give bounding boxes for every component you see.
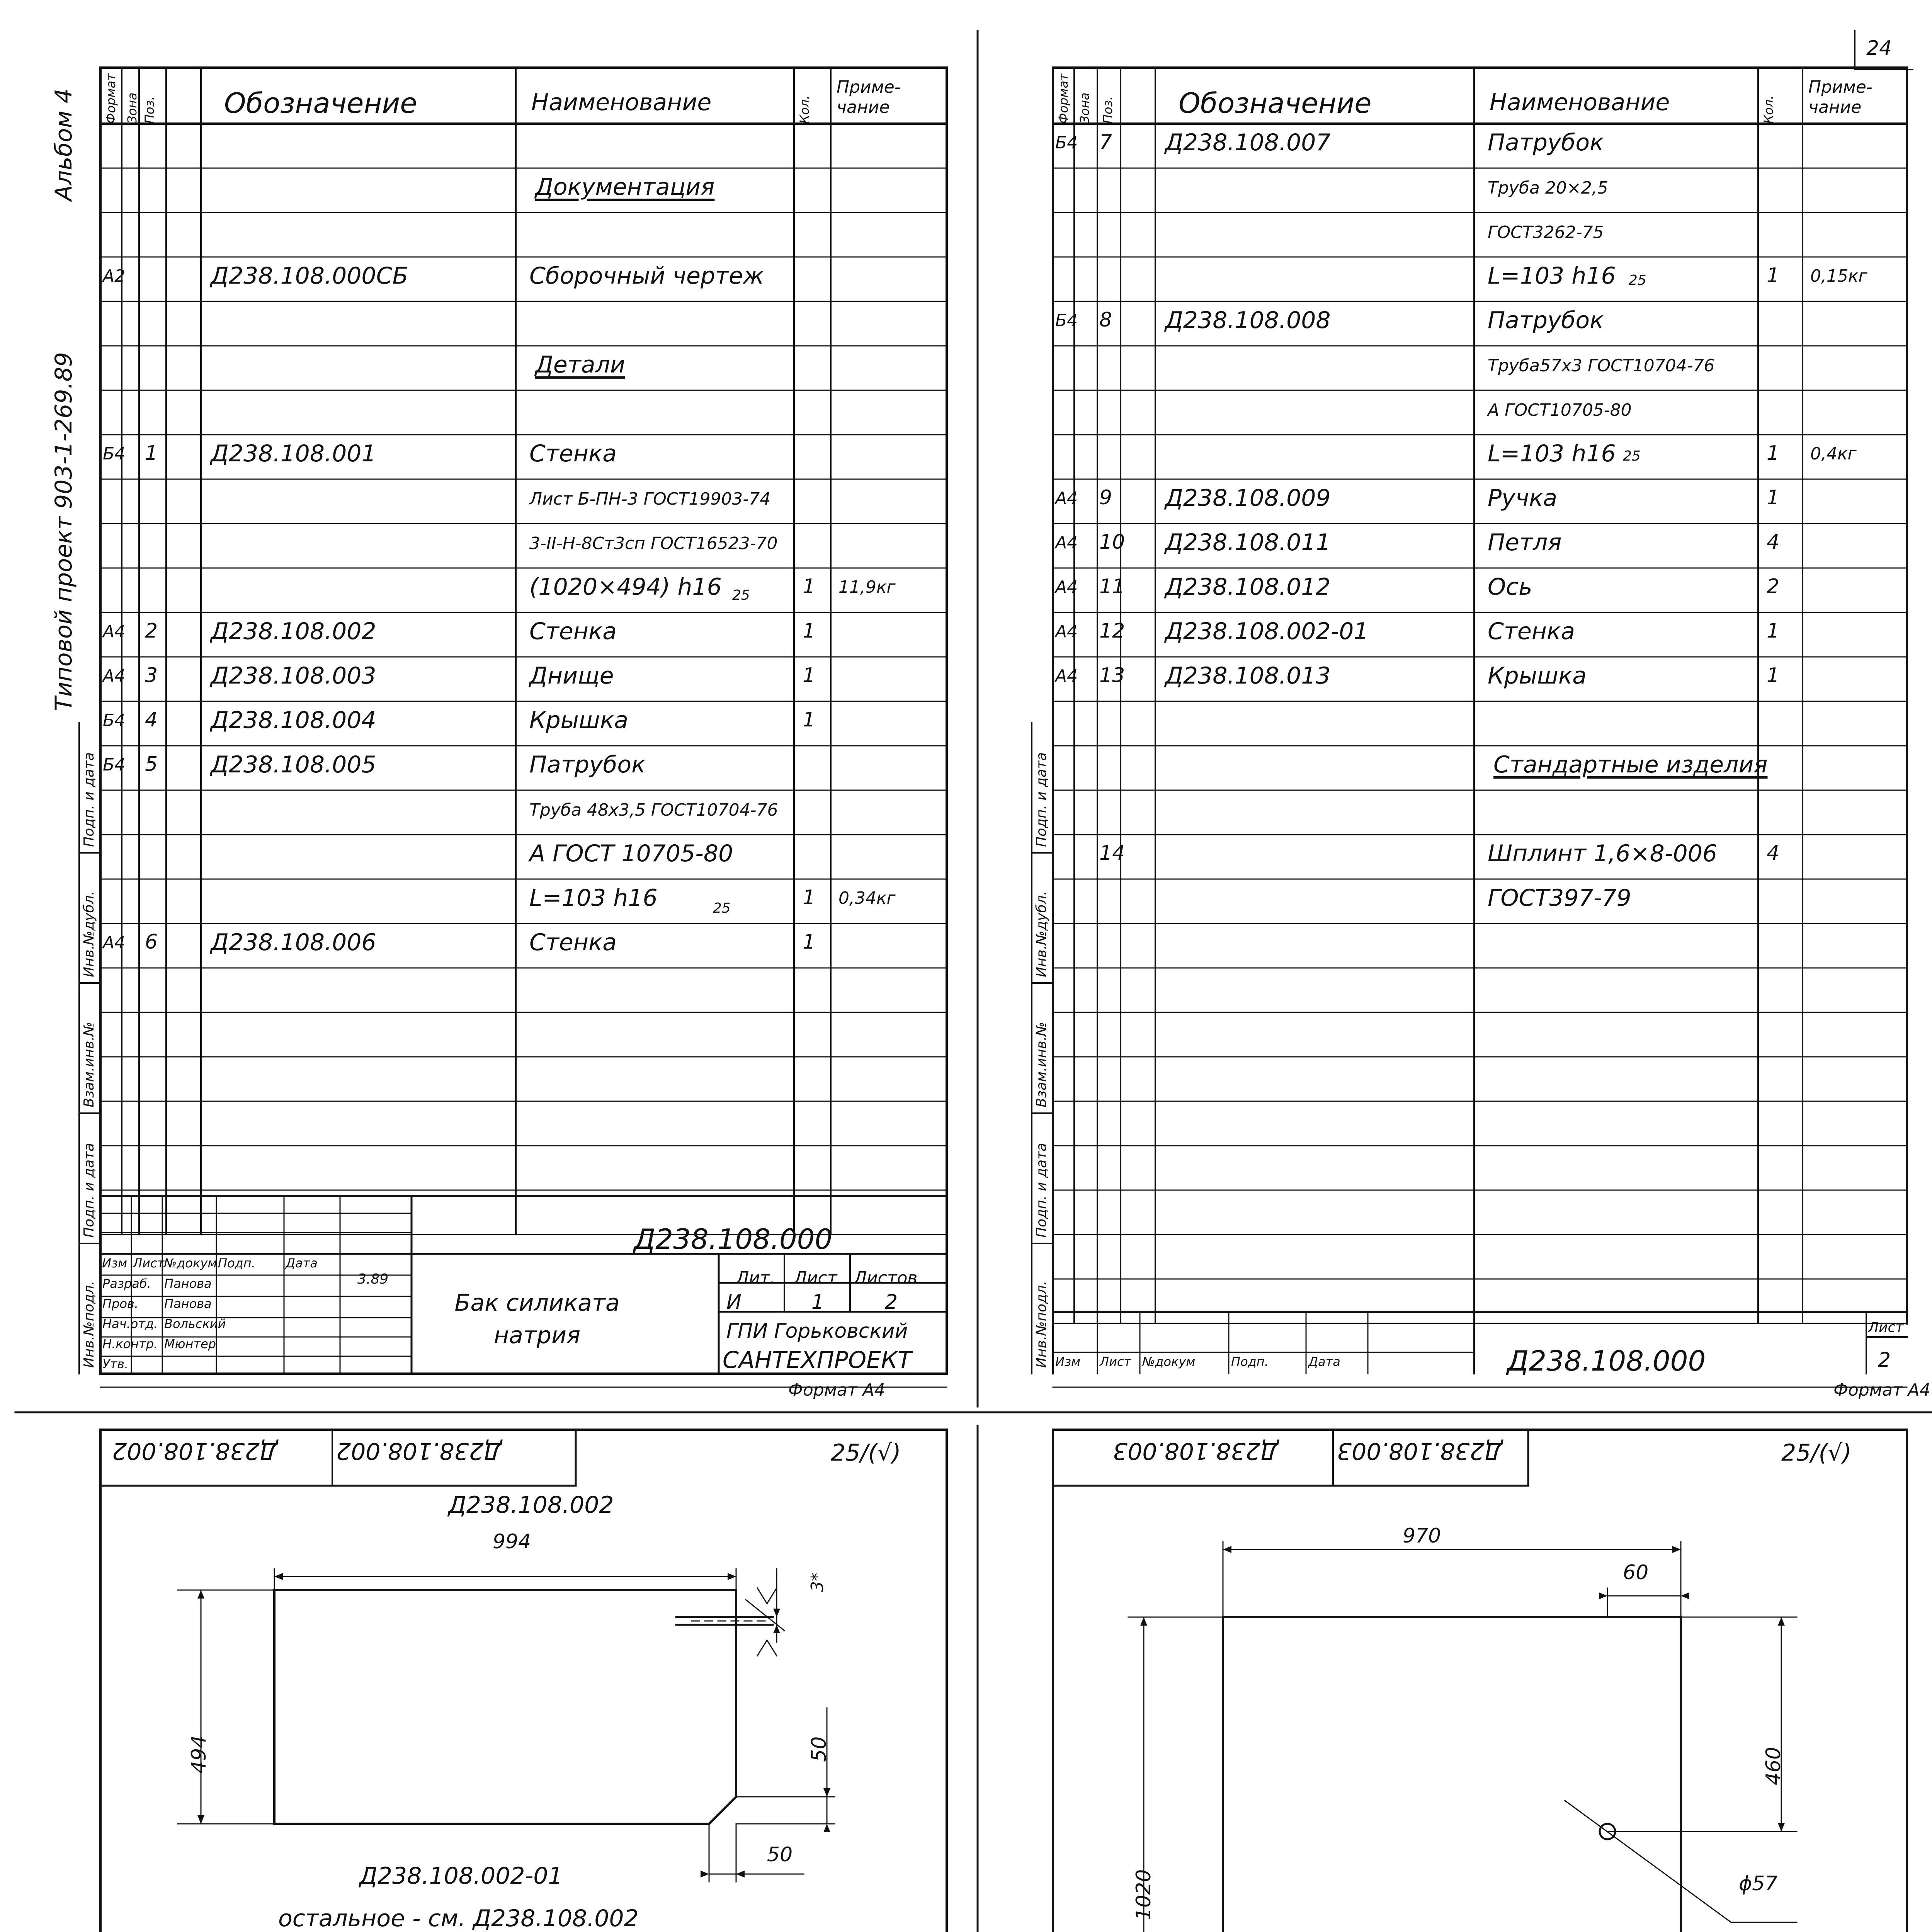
dimension-arrow: [197, 1815, 204, 1824]
tb-role: Нач.отд.: [102, 1316, 158, 1331]
tb-name: Мюнтер: [164, 1337, 216, 1351]
spec-cell-qty: 1: [803, 930, 816, 954]
sheet-frame-br: [1053, 1430, 1907, 1932]
spec-header-zone: Зона: [125, 92, 139, 124]
spec-cell-designation: Д238.108.002-01: [1165, 618, 1369, 645]
spec-cell-qty: 1: [1767, 486, 1780, 509]
spec-cell-format: А4: [103, 933, 126, 952]
tb-col-header: Подп.: [1231, 1354, 1269, 1369]
spec-cell-name: (1020×494) h16: [529, 573, 722, 600]
spec-cell-designation: Д238.108.007: [1165, 129, 1331, 156]
dimension-arrow: [1140, 1617, 1147, 1626]
side-label: Подп. и дата: [1034, 752, 1049, 847]
spec-cell-qty: 2: [1767, 575, 1780, 598]
dimension-arrow: [1778, 1617, 1785, 1626]
spec-cell-designation: Д238.108.009: [1165, 485, 1331, 512]
spec-cell-format: Б4: [1055, 133, 1078, 153]
spec-cell-pos: 6: [145, 930, 158, 954]
spec-cell-format: А4: [103, 622, 126, 641]
spec-header-pos: Поз.: [1100, 96, 1115, 124]
spec-header-name: Наименование: [531, 89, 712, 116]
side-label: Взам.инв.№: [81, 1022, 97, 1107]
dim-chamfer-v: 50: [808, 1736, 831, 1762]
variant-label: Д238.108.002-01: [359, 1862, 563, 1889]
tb-role: Утв.: [102, 1357, 129, 1371]
spec-cell-format: А2: [103, 266, 126, 286]
spec-cell-name: Патрубок: [529, 751, 646, 778]
spec-cell-name: Крышка: [529, 707, 628, 734]
dimension-arrow: [728, 1573, 736, 1580]
tb-role: Разраб.: [102, 1276, 151, 1291]
spec-cell-qty: 1: [803, 619, 816, 643]
spec-cell-qty: 4: [1767, 842, 1780, 865]
spec-cell-pos: 3: [145, 664, 158, 687]
dimension-arrow: [197, 1590, 204, 1599]
dimension-arrow: [274, 1573, 283, 1580]
tb-col-header: Дата: [1308, 1354, 1340, 1369]
spec-cell-qty: 1: [803, 708, 816, 731]
spec-header-note: Приме-чание: [837, 77, 901, 117]
spec-cell-designation: Д238.108.005: [211, 751, 376, 778]
spec-cell-name: Труба57х3 ГОСТ10704-76: [1488, 356, 1715, 376]
side-label: Подп. и дата: [1034, 1143, 1049, 1238]
spec-cell-pos: 8: [1099, 308, 1112, 332]
spec-cell-name: Патрубок: [1488, 129, 1604, 156]
spec-cell-name: Труба 48х3,5 ГОСТ10704-76: [529, 800, 778, 820]
dimension-arrow: [773, 1609, 780, 1617]
album-label: Альбом 4: [50, 88, 77, 201]
side-label: Подп. и дата: [81, 1143, 97, 1238]
spec-cell-designation: Д238.108.008: [1165, 307, 1331, 334]
tb-format: Формат А4: [788, 1380, 885, 1400]
spec-cell-name: А ГОСТ10705-80: [1488, 400, 1632, 420]
spec-header-pos: Поз.: [142, 96, 157, 124]
tb-sheets: 2: [885, 1291, 898, 1314]
spec-cell-designation: Д238.108.006: [211, 929, 376, 956]
spec-cell-name: Труба 20×2,5: [1488, 178, 1608, 198]
tb-org2: САНТЕХПРОЕКТ: [723, 1347, 912, 1374]
spec-header-zone: Зона: [1077, 92, 1092, 124]
tb-sheet-hdr: Лист: [1868, 1320, 1904, 1335]
tb-name: Панова: [164, 1276, 212, 1291]
spec-cell-pos: 2: [145, 619, 158, 643]
stamp-code-right: Д238.108.002: [336, 1437, 502, 1464]
dimension-arrow: [823, 1788, 830, 1797]
spec-cell-pos: 11: [1099, 575, 1125, 598]
tb-col-header: Лист: [133, 1256, 165, 1270]
dim-60: 60: [1623, 1561, 1649, 1584]
dimension-arrow: [1681, 1592, 1689, 1599]
roughness-mark: 25/(√): [1781, 1439, 1852, 1466]
tb-format: Формат А4: [1833, 1380, 1930, 1400]
spec-header-qty: Кол.: [797, 95, 812, 124]
spec-cell-format: А4: [1055, 488, 1078, 508]
part-outline-003: [1223, 1617, 1681, 1932]
dim-970: 970: [1403, 1524, 1441, 1548]
spec-cell-qty: 4: [1767, 531, 1780, 554]
spec-section-title: Детали: [535, 351, 625, 378]
side-label: Инв.№дубл.: [1034, 891, 1049, 977]
spec-cell-qty: 1: [803, 575, 816, 598]
tb-sheets-hdr: Листов: [854, 1268, 918, 1288]
tb-lit: И: [726, 1291, 742, 1314]
spec-cell-name: Ручка: [1488, 485, 1558, 512]
tb-sheet-hdr: Лист: [794, 1268, 837, 1288]
spec-cell-designation: Д238.108.001: [211, 440, 376, 467]
spec-cell-pos: 14: [1099, 842, 1125, 865]
spec-cell-pos: 13: [1099, 664, 1125, 687]
spec-cell-name: L=103 h16: [1488, 262, 1616, 289]
dimension-arrow: [1672, 1546, 1681, 1553]
spec-cell-qty: 1: [1767, 442, 1780, 465]
dim-1020: 1020: [1132, 1869, 1155, 1920]
tb-lit-hdr: Лит.: [736, 1268, 776, 1288]
spec-cell-format: А4: [1055, 622, 1078, 641]
spec-header-note: Приме-чание: [1808, 77, 1872, 117]
spec-header-designation: Обозначение: [1179, 87, 1372, 119]
roughness-small: 25: [1629, 272, 1646, 288]
weld-mark: [757, 1640, 777, 1656]
roughness-small: 25: [1623, 448, 1641, 464]
leader-hole: [1565, 1801, 1731, 1922]
spec-cell-name: 3-II-Н-8Ст3сп ГОСТ16523-70: [529, 534, 778, 553]
side-label: Инв.№подл.: [1034, 1281, 1049, 1368]
spec-cell-name: ГОСТ397-79: [1488, 884, 1631, 912]
spec-cell-pos: 1: [145, 442, 158, 465]
dim-width: 994: [493, 1530, 531, 1553]
spec-header-designation: Обозначение: [224, 87, 417, 119]
spec-cell-name: Стенка: [529, 440, 617, 467]
dimension-arrow: [1599, 1592, 1607, 1599]
tb-title: Бак силиката натрия: [454, 1289, 620, 1349]
stamp-code-right: Д238.108.003: [1337, 1437, 1503, 1464]
tb-org1: ГПИ Горьковский: [726, 1320, 908, 1343]
tb-sheet: 2: [1878, 1349, 1891, 1372]
spec-cell-format: Б4: [103, 711, 126, 730]
dimension-arrow: [1778, 1823, 1785, 1832]
spec-cell-format: А4: [1055, 577, 1078, 597]
spec-cell-pos: 5: [145, 753, 158, 776]
spec-cell-note: 0,34кг: [838, 888, 896, 908]
spec-section-title: Стандартные изделия: [1493, 751, 1768, 778]
spec-header-name: Наименование: [1490, 89, 1670, 116]
spec-cell-format: А4: [103, 666, 126, 686]
spec-cell-name: Стенка: [529, 929, 617, 956]
spec-header-qty: Кол.: [1761, 95, 1776, 124]
variant-note: остальное - см. Д238.108.002: [278, 1905, 639, 1932]
spec-cell-pos: 4: [145, 708, 158, 731]
spec-cell-name: Стенка: [1488, 618, 1575, 645]
spec-cell-qty: 1: [803, 664, 816, 687]
spec-cell-format: Б4: [103, 444, 126, 464]
spec-cell-qty: 1: [803, 886, 816, 909]
spec-cell-name: Стенка: [529, 618, 617, 645]
spec-cell-name: L=103 h16: [1488, 440, 1616, 467]
weld-mark: [757, 1588, 777, 1604]
spec-cell-designation: Д238.108.004: [211, 707, 376, 734]
tb-name: Вольский: [164, 1316, 226, 1331]
spec-cell-format: Б4: [103, 755, 126, 775]
spec-cell-name: Крышка: [1488, 662, 1587, 689]
dim-460: 460: [1762, 1747, 1785, 1785]
side-label: Взам.инв.№: [1034, 1022, 1049, 1107]
side-label: Подп. и дата: [81, 752, 97, 847]
spec-cell-designation: Д238.108.000СБ: [211, 262, 408, 289]
spec-section-title: Документация: [535, 173, 715, 201]
spec-cell-pos: 7: [1099, 131, 1112, 154]
spec-cell-note: 0,15кг: [1810, 266, 1867, 286]
side-label: Инв.№подл.: [81, 1281, 97, 1368]
page-number: 24: [1866, 37, 1892, 60]
tb-col-header: №докум: [1142, 1354, 1196, 1369]
spec-cell-name: А ГОСТ 10705-80: [529, 840, 733, 867]
tb-code: Д238.108.000: [634, 1223, 833, 1255]
spec-cell-pos: 9: [1099, 486, 1112, 509]
tb-col-header: Дата: [286, 1256, 318, 1270]
leader: [746, 1600, 784, 1631]
dimension-arrow: [701, 1871, 709, 1878]
spec-cell-name: Сборочный чертеж: [529, 262, 764, 289]
spec-cell-note: 11,9кг: [838, 577, 896, 597]
dimension-arrow: [823, 1824, 830, 1832]
spec-cell-name: Шплинт 1,6×8-006: [1488, 840, 1718, 867]
spec-cell-name: ГОСТ3262-75: [1488, 223, 1604, 242]
spec-cell-name: Петля: [1488, 529, 1562, 556]
spec-cell-pos: 12: [1099, 619, 1125, 643]
roughness-small: 25: [713, 900, 731, 916]
spec-cell-name: Лист Б-ПН-3 ГОСТ19903-74: [529, 489, 771, 509]
spec-cell-name: Днище: [529, 662, 614, 689]
part-outline-002: [274, 1590, 736, 1824]
tb-col-header: №докум.: [164, 1256, 221, 1270]
tb-date: 3.89: [357, 1271, 389, 1287]
side-label: Инв.№дубл.: [81, 891, 97, 977]
dim-hole: ϕ57: [1739, 1872, 1778, 1895]
spec-cell-qty: 1: [1767, 264, 1780, 287]
part-label: Д238.108.002: [448, 1492, 614, 1519]
project-label: Типовой проект 903-1-269.89: [50, 352, 77, 711]
spec-cell-designation: Д238.108.002: [211, 618, 376, 645]
tb-col-header: Лист: [1100, 1354, 1131, 1369]
spec-cell-format: А4: [1055, 533, 1078, 553]
tb-name: Панова: [164, 1296, 212, 1311]
spec-header-format: Формат: [1056, 73, 1071, 124]
spec-header-format: Формат: [104, 73, 118, 124]
dim-3: 3*: [808, 1573, 827, 1592]
dimension-arrow: [736, 1871, 745, 1878]
tb-sheet: 1: [811, 1291, 825, 1314]
spec-cell-note: 0,4кг: [1810, 444, 1857, 464]
stamp-code: Д238.108.002: [112, 1437, 278, 1464]
roughness-mark: 25/(√): [831, 1439, 901, 1466]
roughness-small: 25: [732, 587, 750, 603]
spec-cell-designation: Д238.108.011: [1165, 529, 1331, 556]
tb-col-header: Изм: [102, 1256, 128, 1270]
spec-cell-designation: Д238.108.013: [1165, 662, 1331, 689]
spec-cell-format: Б4: [1055, 311, 1078, 330]
spec-cell-format: А4: [1055, 666, 1078, 686]
spec-cell-designation: Д238.108.003: [211, 662, 376, 689]
dim-chamfer-h: 50: [767, 1843, 793, 1866]
stamp-code: Д238.108.003: [1113, 1437, 1279, 1464]
spec-cell-name: Ось: [1488, 573, 1532, 600]
spec-cell-designation: Д238.108.012: [1165, 573, 1331, 600]
tb-code: Д238.108.000: [1507, 1345, 1706, 1377]
tb-role: Пров.: [102, 1296, 138, 1311]
tb-col-header: Подп.: [218, 1256, 255, 1270]
spec-cell-name: L=103 h16: [529, 884, 658, 912]
spec-cell-qty: 1: [1767, 664, 1780, 687]
spec-cell-pos: 10: [1099, 531, 1125, 554]
dim-height: 494: [187, 1735, 211, 1774]
spec-cell-name: Патрубок: [1488, 307, 1604, 334]
tb-role: Н.контр.: [102, 1337, 158, 1351]
spec-cell-qty: 1: [1767, 619, 1780, 643]
dimension-arrow: [1223, 1546, 1231, 1553]
tb-col-header: Изм: [1055, 1354, 1081, 1369]
